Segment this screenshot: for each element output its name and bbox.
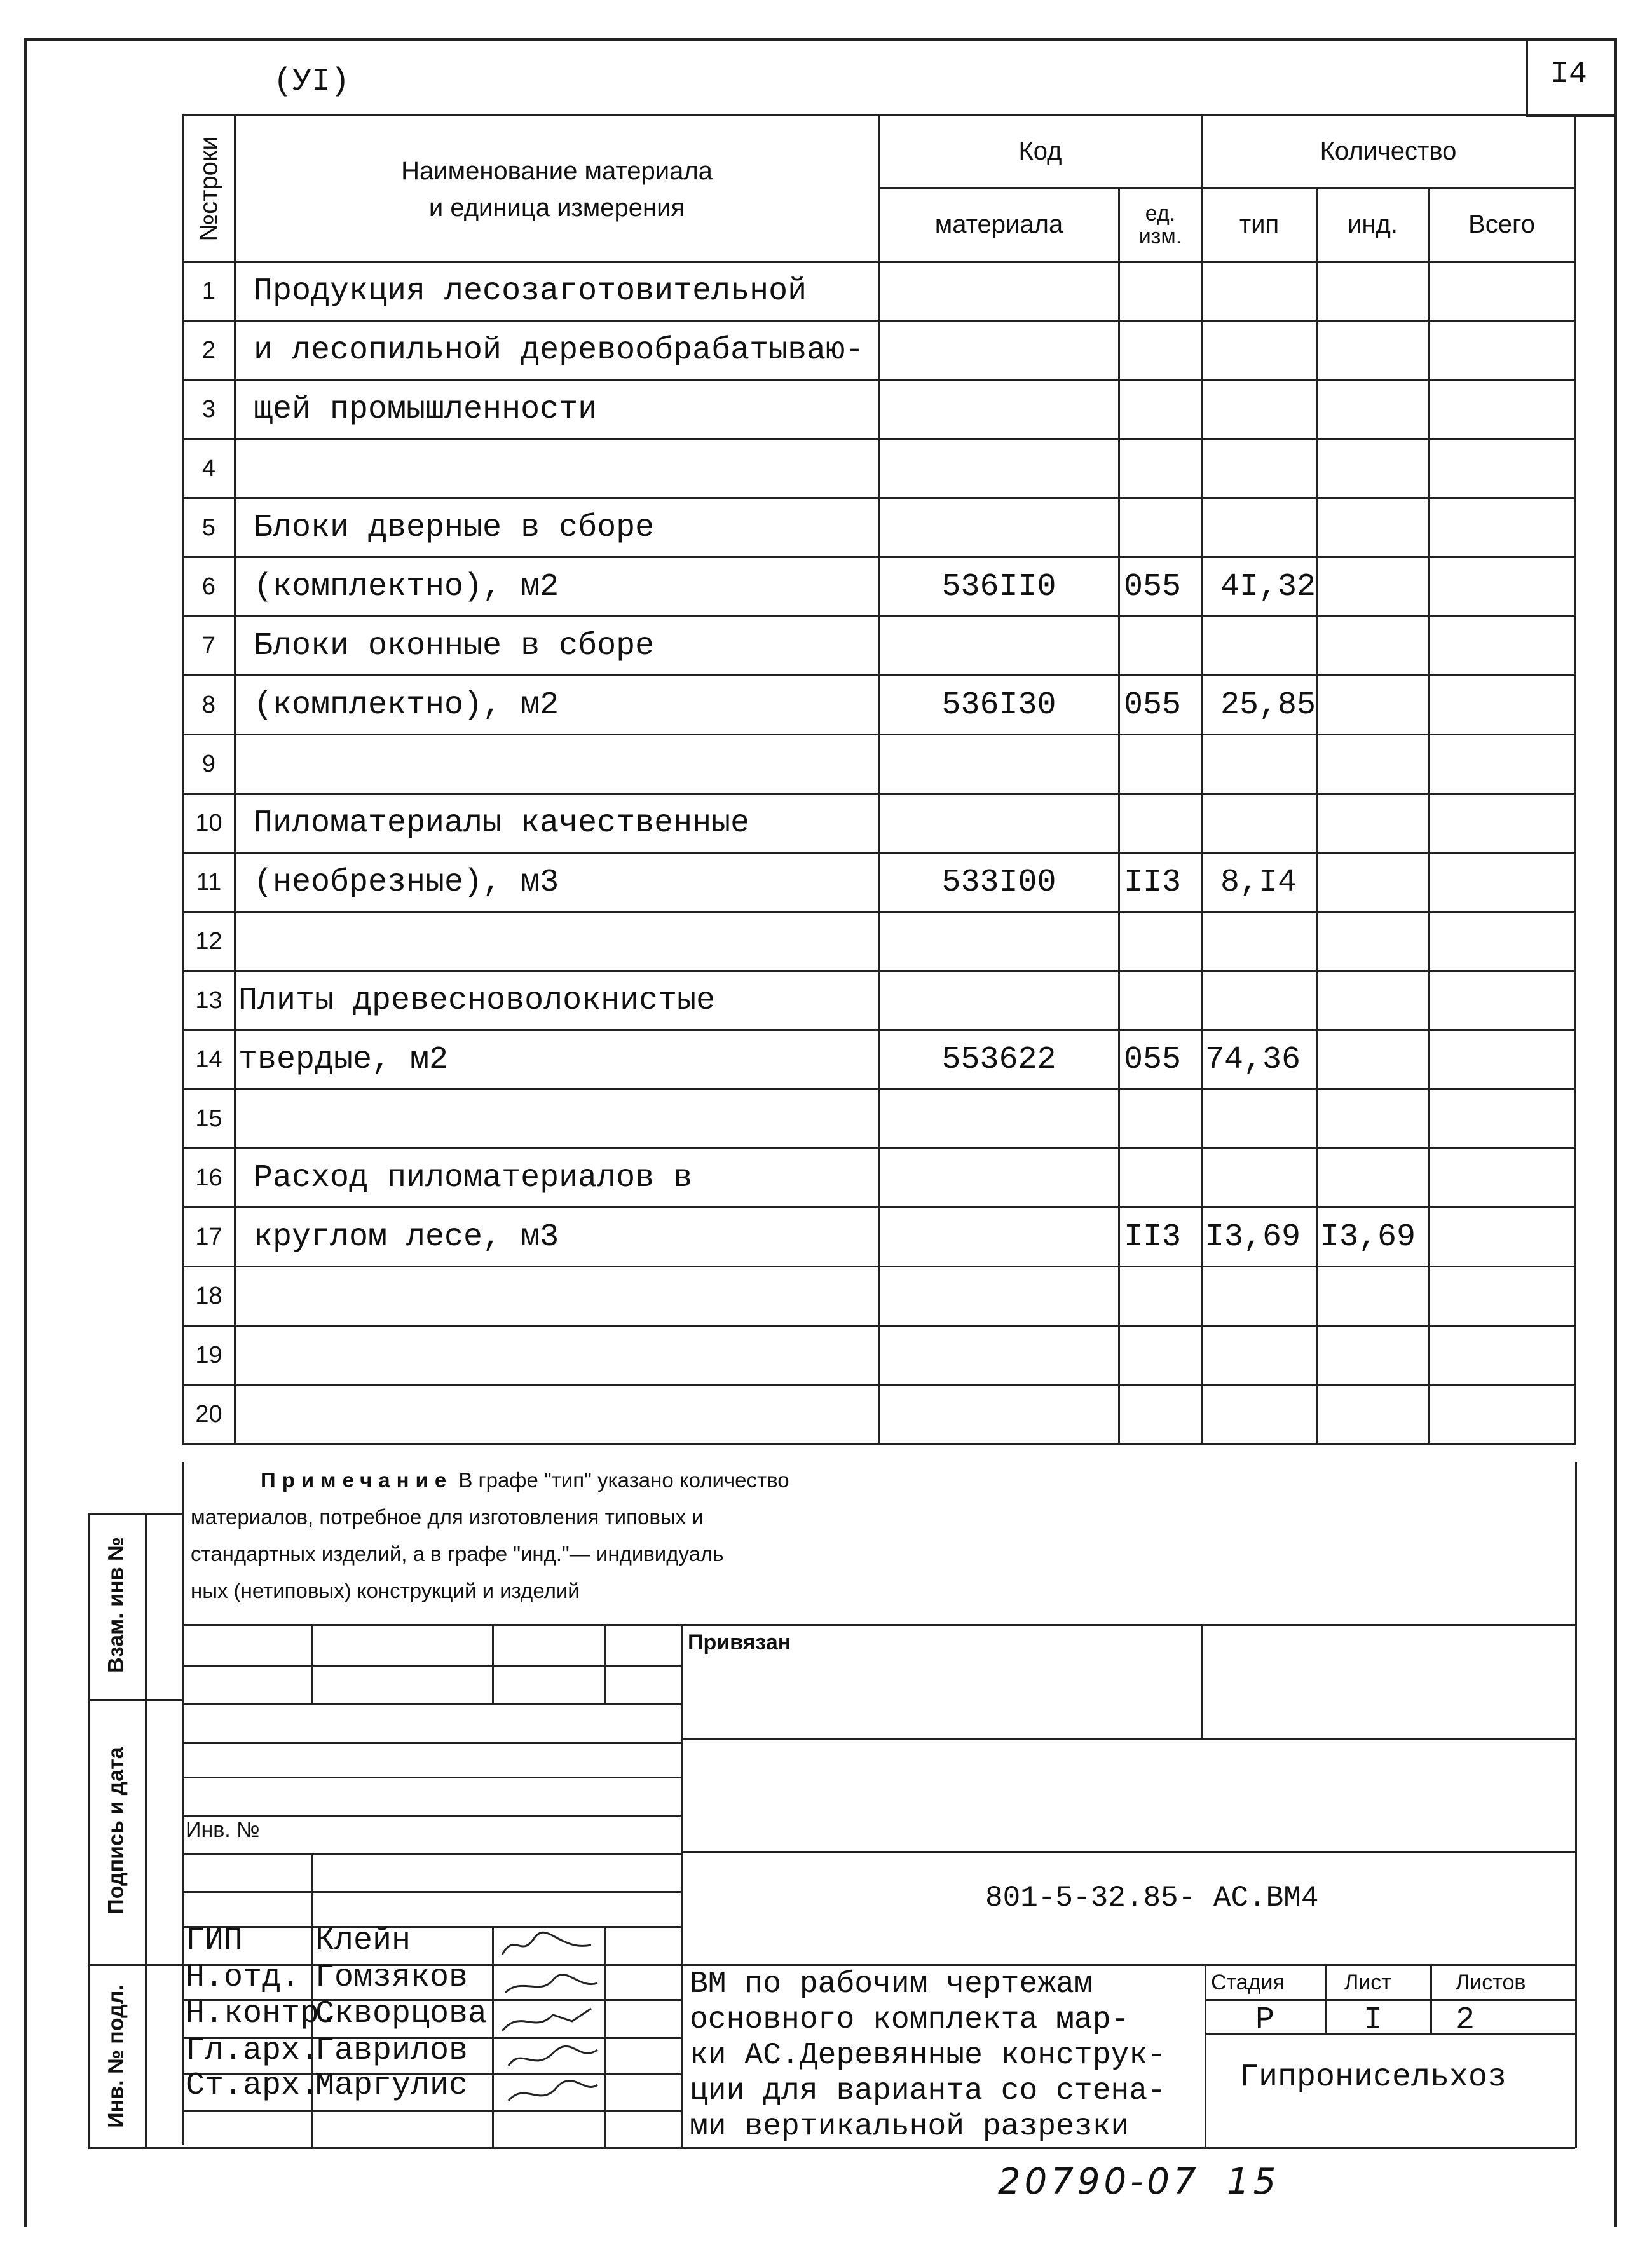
note-line-3: стандартных изделий, а в графе "инд."— индивидуаль (191, 1542, 724, 1566)
row-number: 11 (183, 853, 235, 912)
name-header: Наименование материала и единица измерения (235, 116, 879, 262)
unit-code (1119, 1267, 1202, 1326)
sheets-value: 2 (1456, 2002, 1475, 2038)
row-number: 7 (183, 617, 235, 676)
qty-total (1429, 912, 1575, 971)
vzam-inv-label: Взам. инв № (104, 1537, 128, 1673)
unit-code: II3 (1119, 853, 1202, 912)
table-row (183, 735, 1575, 794)
qty-ind (1317, 498, 1429, 557)
material-name (235, 439, 879, 498)
material-code: 536I30 (879, 676, 1119, 735)
material-code: 553622 (879, 1030, 1119, 1089)
row-number: 17 (183, 1208, 235, 1267)
qty-ind (1317, 439, 1429, 498)
description-line: ки АС.Деревянные конструк- (690, 2038, 1166, 2073)
role-title: Н.контр. (186, 1996, 339, 2032)
stamp-line (182, 1742, 681, 1744)
qty-total (1429, 676, 1575, 735)
unit-code (1119, 321, 1202, 380)
material-code (879, 1149, 1119, 1208)
stamp-line (681, 1624, 683, 2147)
podpis-data-label: Подпись и дата (104, 1747, 128, 1914)
margin-line (88, 1699, 182, 1701)
unit-code: II3 (1119, 1208, 1202, 1267)
archive-number: 20790-07 (998, 2161, 1200, 2202)
material-name (235, 1385, 879, 1444)
material-code: 536II0 (879, 557, 1119, 617)
row-number: 4 (183, 439, 235, 498)
table-row (183, 853, 1575, 912)
sheet-label: Лист (1344, 1970, 1391, 1995)
table-row (183, 1326, 1575, 1385)
row-number: 14 (183, 1030, 235, 1089)
unit-code (1119, 1326, 1202, 1385)
material-code (879, 1267, 1119, 1326)
margin-col-right (145, 1513, 147, 2148)
stamp-line (1205, 1964, 1206, 2147)
row-number: 18 (183, 1267, 235, 1326)
qty-typ (1202, 617, 1317, 676)
role-person: Скворцова (315, 1996, 488, 2032)
table-row (183, 1385, 1575, 1444)
code-header: Код (879, 116, 1202, 188)
material-name: Расход пиломатериалов в (235, 1149, 879, 1208)
material-code (879, 617, 1119, 676)
qty-ind (1317, 735, 1429, 794)
stamp-left-border (182, 1462, 184, 2145)
unit-code (1119, 971, 1202, 1030)
row-number: 9 (183, 735, 235, 794)
role-title: Гл.арх. (186, 2033, 320, 2069)
material-code (879, 439, 1119, 498)
unit-header: ед. изм. (1119, 188, 1202, 262)
inv-no-label: Инв. № (186, 1818, 260, 1842)
qty-total (1429, 1149, 1575, 1208)
material-code (879, 971, 1119, 1030)
qty-typ (1202, 971, 1317, 1030)
organization: Гипронисельхоз (1239, 2059, 1507, 2096)
qty-total (1429, 262, 1575, 321)
unit-code: 055 (1119, 676, 1202, 735)
qty-typ (1202, 794, 1317, 853)
table-row (183, 439, 1575, 498)
qty-ind (1317, 853, 1429, 912)
qty-typ: 74,36 (1202, 1030, 1317, 1089)
qty-ind (1317, 794, 1429, 853)
description-line: ми вертикальной разрезки (690, 2110, 1130, 2144)
total-header: Всего (1429, 188, 1575, 262)
stamp-line (1430, 1964, 1432, 2033)
stamp-line (1205, 1999, 1575, 2001)
material-name (235, 735, 879, 794)
material-name: Плиты древесноволокнистые (235, 971, 879, 1030)
table-row (183, 262, 1575, 321)
material-code-header: материала (879, 188, 1119, 262)
note (191, 1462, 1557, 1609)
material-name (235, 912, 879, 971)
stamp-line (182, 1926, 681, 1928)
material-code (879, 794, 1119, 853)
qty-typ (1202, 439, 1317, 498)
unit-code: 055 (1119, 557, 1202, 617)
sheet-number: I4 (1550, 57, 1587, 92)
qty-typ: I3,69 (1202, 1208, 1317, 1267)
doc-code: 801-5-32.85- АС.ВМ4 (985, 1881, 1319, 1914)
table-row (183, 1149, 1575, 1208)
qty-typ (1202, 1267, 1317, 1326)
material-name: (комплектно), м2 (235, 676, 879, 735)
qty-total (1429, 1030, 1575, 1089)
role-title: Ст.арх. (186, 2068, 320, 2104)
quantity-header: Количество (1202, 116, 1575, 188)
qty-ind (1317, 1149, 1429, 1208)
row-number: 20 (183, 1385, 235, 1444)
note-line-2: материалов, потребное для изготовления типовых и (191, 1505, 704, 1529)
material-name (235, 1267, 879, 1326)
table-row (183, 794, 1575, 853)
unit-code (1119, 498, 1202, 557)
material-name: и лесопильной деревообрабатываю- (235, 321, 879, 380)
material-code (879, 1385, 1119, 1444)
stamp-line (182, 1665, 681, 1667)
material-code (879, 262, 1119, 321)
qty-typ (1202, 735, 1317, 794)
sheets-label: Листов (1456, 1970, 1526, 1995)
qty-ind (1317, 1385, 1429, 1444)
qty-total (1429, 971, 1575, 1030)
qty-typ (1202, 1149, 1317, 1208)
material-name: Блоки оконные в сборе (235, 617, 879, 676)
typ-header: тип (1202, 188, 1317, 262)
material-name: Пиломатериалы качественные (235, 794, 879, 853)
material-code (879, 321, 1119, 380)
row-number: 2 (183, 321, 235, 380)
stamp-line (182, 1853, 681, 1855)
qty-total (1429, 380, 1575, 439)
qty-total (1429, 1089, 1575, 1149)
stamp-line (492, 1624, 494, 1703)
stamp-line (604, 1624, 606, 1703)
note-line-4: ных (нетиповых) конструкций и изделий (191, 1579, 580, 1602)
qty-total (1429, 853, 1575, 912)
qty-ind (1317, 262, 1429, 321)
role-person: Клейн (315, 1923, 411, 1959)
qty-ind (1317, 1089, 1429, 1149)
qty-total (1429, 321, 1575, 380)
row-number: 5 (183, 498, 235, 557)
margin-line (88, 1513, 182, 1515)
unit-code (1119, 380, 1202, 439)
qty-ind (1317, 971, 1429, 1030)
qty-ind (1317, 1326, 1429, 1385)
role-title: ГИП (186, 1923, 243, 1959)
qty-ind (1317, 912, 1429, 971)
note-line-1: В графе "тип" указано количество (458, 1468, 789, 1492)
qty-ind (1317, 380, 1429, 439)
stamp-line (182, 1815, 681, 1817)
role-title: Н.отд. (186, 1960, 301, 1996)
role-person: Маргулис (315, 2068, 468, 2104)
row-number: 1 (183, 262, 235, 321)
qty-total (1429, 1326, 1575, 1385)
qty-typ (1202, 498, 1317, 557)
stage-label: Стадия (1211, 1970, 1285, 1995)
unit-code (1119, 439, 1202, 498)
material-name: (необрезные), м3 (235, 853, 879, 912)
stamp-line (182, 1624, 1575, 1626)
row-number: 13 (183, 971, 235, 1030)
stamp-line (182, 1891, 681, 1893)
material-code (879, 1208, 1119, 1267)
row-number: 12 (183, 912, 235, 971)
table-row (183, 380, 1575, 439)
stamp-right-border (1575, 1462, 1577, 2148)
material-name: твердые, м2 (235, 1030, 879, 1089)
table-row (183, 912, 1575, 971)
material-name: Блоки дверные в сборе (235, 498, 879, 557)
margin-line (88, 1964, 182, 1966)
table-row (183, 676, 1575, 735)
table-row (183, 1030, 1575, 1089)
table-row (183, 557, 1575, 617)
table-row (183, 1089, 1575, 1149)
material-name: (комплектно), м2 (235, 557, 879, 617)
inv-podl-label: Инв. № подл. (104, 1984, 128, 2128)
qty-total (1429, 735, 1575, 794)
table-row (183, 971, 1575, 1030)
stamp-line (681, 1738, 1575, 1740)
stamp-line (182, 1703, 681, 1705)
description-line: ВМ по рабочим чертежам (690, 1967, 1093, 2002)
row-number-header: №строки (183, 116, 235, 262)
stamp-line (1325, 1964, 1327, 2033)
unit-code (1119, 1089, 1202, 1149)
qty-typ: 8,I4 (1202, 853, 1317, 912)
qty-total (1429, 439, 1575, 498)
row-number: 15 (183, 1089, 235, 1149)
unit-code (1119, 1385, 1202, 1444)
qty-total (1429, 794, 1575, 853)
stamp-line (182, 2110, 681, 2112)
row-number: 16 (183, 1149, 235, 1208)
unit-code (1119, 794, 1202, 853)
stamp-line (604, 1926, 606, 2147)
material-name: круглом лесе, м3 (235, 1208, 879, 1267)
ind-header: инд. (1317, 188, 1429, 262)
role-person: Гаврилов (315, 2033, 468, 2069)
qty-ind (1317, 676, 1429, 735)
material-name: щей промышленности (235, 380, 879, 439)
qty-ind (1317, 321, 1429, 380)
description-line: ции для варианта со стена- (690, 2074, 1166, 2108)
unit-code (1119, 262, 1202, 321)
privyazan-label: Привязан (688, 1630, 791, 1655)
material-code (879, 1089, 1119, 1149)
qty-typ (1202, 380, 1317, 439)
qty-total (1429, 1208, 1575, 1267)
qty-total (1429, 617, 1575, 676)
stamp-line (681, 1851, 1575, 1853)
qty-total (1429, 557, 1575, 617)
material-code (879, 735, 1119, 794)
table-row (183, 617, 1575, 676)
qty-total (1429, 1385, 1575, 1444)
unit-code: 055 (1119, 1030, 1202, 1089)
material-name (235, 1089, 879, 1149)
row-number: 8 (183, 676, 235, 735)
qty-typ: 4I,32 (1202, 557, 1317, 617)
material-code (879, 380, 1119, 439)
unit-code (1119, 912, 1202, 971)
table-row (183, 321, 1575, 380)
signatures (496, 1926, 604, 2110)
table-row (183, 498, 1575, 557)
qty-typ (1202, 262, 1317, 321)
role-person: Гомзяков (315, 1960, 468, 1996)
material-code (879, 498, 1119, 557)
qty-typ (1202, 1326, 1317, 1385)
margin-col-left (88, 1513, 90, 2148)
stage-value: Р (1255, 2002, 1275, 2038)
table-row (183, 1267, 1575, 1326)
stamp-bottom-line (88, 2147, 1575, 2149)
stamp-line (182, 1777, 681, 1778)
qty-ind (1317, 557, 1429, 617)
material-code (879, 1326, 1119, 1385)
row-number: 6 (183, 557, 235, 617)
unit-code (1119, 617, 1202, 676)
row-number: 19 (183, 1326, 235, 1385)
stamp-line (311, 1624, 313, 1703)
qty-typ (1202, 1089, 1317, 1149)
table-row (183, 1208, 1575, 1267)
section-label: (УI) (273, 64, 350, 100)
unit-code (1119, 1149, 1202, 1208)
qty-typ (1202, 1385, 1317, 1444)
note-label: Примечание (261, 1468, 453, 1492)
qty-ind (1317, 617, 1429, 676)
sheet-value: I (1363, 2002, 1383, 2038)
stamp-line (1201, 1624, 1203, 1738)
qty-typ (1202, 321, 1317, 380)
qty-typ (1202, 912, 1317, 971)
stamp-line (492, 1926, 494, 2147)
page-number: 15 (1227, 2161, 1280, 2202)
row-number: 10 (183, 794, 235, 853)
material-code: 533I00 (879, 853, 1119, 912)
description-line: основного комплекта мар- (690, 2003, 1130, 2037)
row-number: 3 (183, 380, 235, 439)
material-name (235, 1326, 879, 1385)
unit-code (1119, 735, 1202, 794)
materials-table (182, 114, 1576, 1445)
material-name: Продукция лесозаготовительной (235, 262, 879, 321)
qty-total (1429, 498, 1575, 557)
qty-ind (1317, 1267, 1429, 1326)
qty-ind: I3,69 (1317, 1208, 1429, 1267)
qty-typ: 25,85 (1202, 676, 1317, 735)
qty-ind (1317, 1030, 1429, 1089)
material-code (879, 912, 1119, 971)
qty-total (1429, 1267, 1575, 1326)
